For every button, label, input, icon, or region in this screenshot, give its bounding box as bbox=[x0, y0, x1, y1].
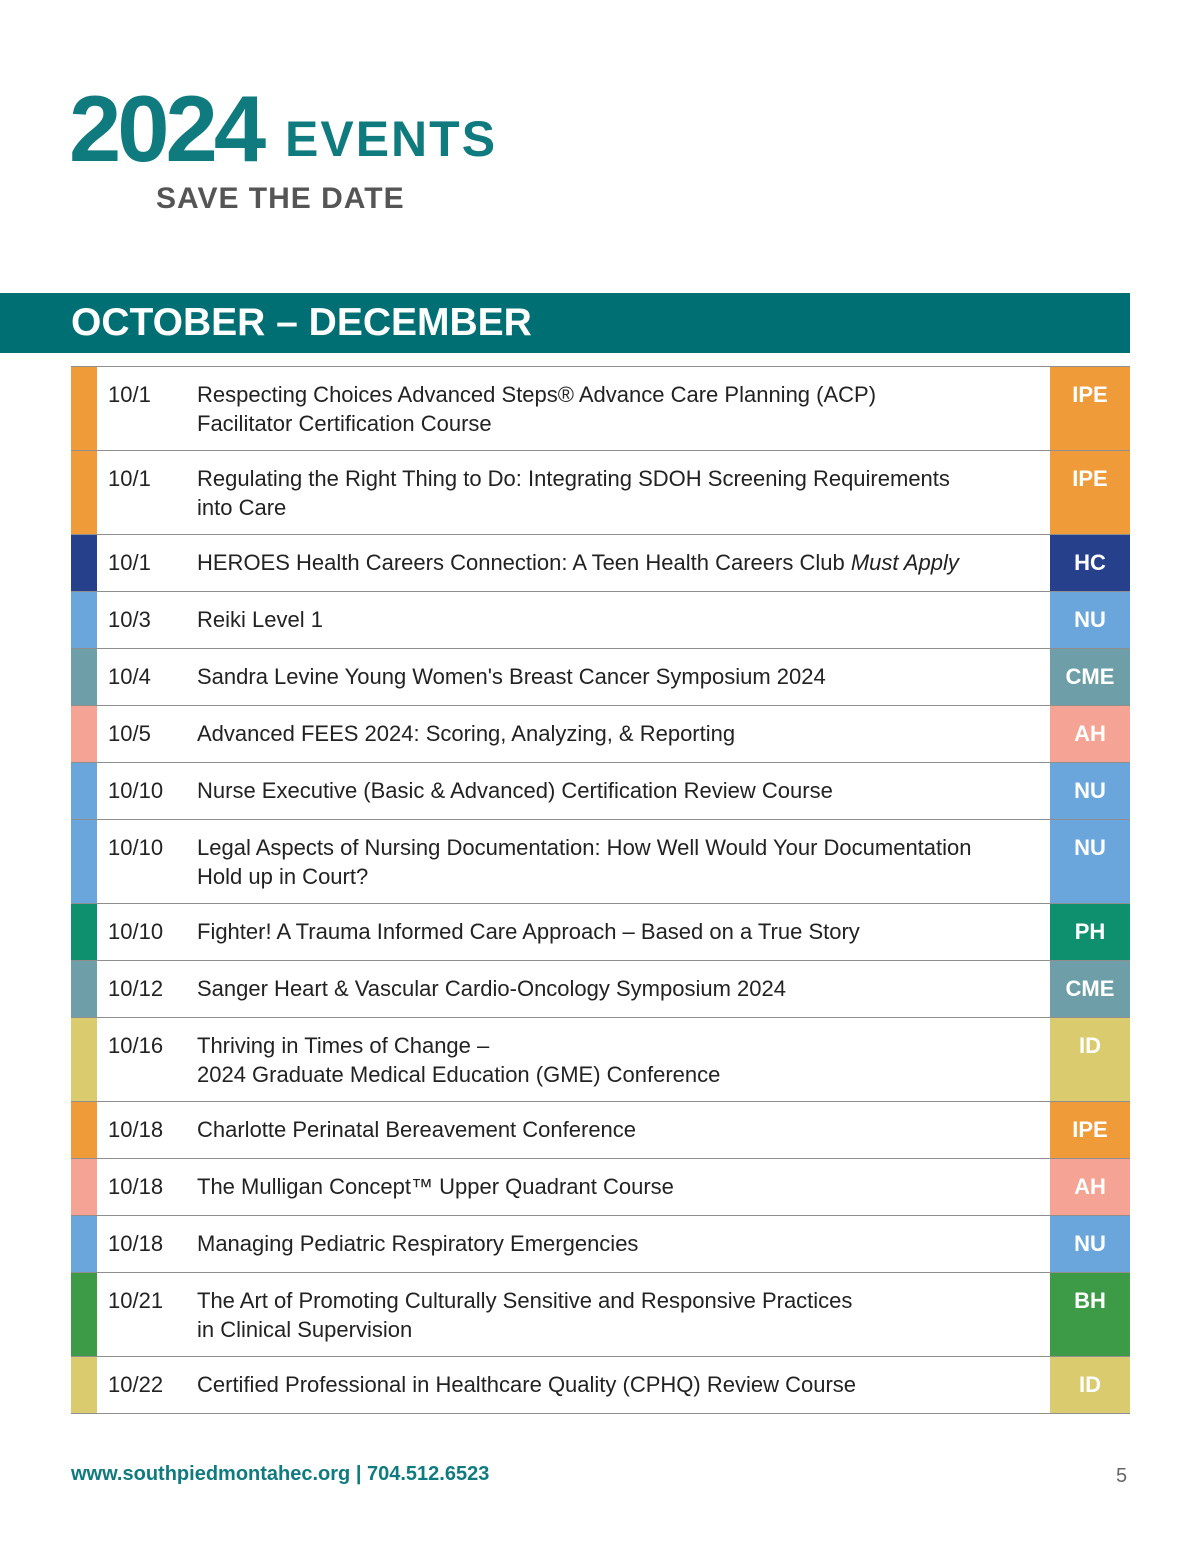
category-badge: HC bbox=[1050, 535, 1130, 591]
event-row bbox=[71, 763, 1130, 820]
category-badge: IPE bbox=[1050, 1102, 1130, 1158]
event-title-line: Respecting Choices Advanced Steps® Advance Care Planning (ACP) bbox=[197, 382, 877, 407]
category-badge: NU bbox=[1050, 592, 1130, 648]
event-title-text: HEROES Health Careers Connection: A Teen Health Careers Club bbox=[197, 550, 845, 575]
category-badge: ID bbox=[1050, 1018, 1130, 1101]
event-date: 10/10 bbox=[108, 778, 164, 803]
event-date: 10/18 bbox=[108, 1174, 164, 1199]
title-events: EVENTS bbox=[285, 111, 498, 167]
event-title-line bbox=[197, 548, 1037, 577]
category-badge: CME bbox=[1050, 649, 1130, 705]
event-row bbox=[71, 1102, 1130, 1159]
footer-contact[interactable]: www.southpiedmontahec.org | 704.512.6523 bbox=[71, 1463, 490, 1485]
event-title-line: Sanger Heart & Vascular Cardio-Oncology Symposium 2024 bbox=[197, 976, 786, 1001]
section-banner bbox=[0, 293, 1130, 353]
event-title-line: Charlotte Perinatal Bereavement Conference bbox=[197, 1117, 637, 1142]
event-row bbox=[71, 1018, 1130, 1102]
category-color-bar bbox=[71, 1273, 97, 1356]
category-color-bar bbox=[71, 1018, 97, 1101]
event-title bbox=[197, 776, 1037, 805]
event-title bbox=[197, 1031, 1037, 1089]
event-row bbox=[71, 1159, 1130, 1216]
event-title-line: Hold up in Court? bbox=[197, 864, 369, 889]
event-row bbox=[71, 451, 1130, 535]
category-color-bar bbox=[71, 1216, 97, 1272]
event-emphasis: Must Apply bbox=[850, 550, 959, 575]
event-title-line: Nurse Executive (Basic & Advanced) Certification Review Course bbox=[197, 778, 833, 803]
category-color-bar bbox=[71, 763, 97, 819]
category-color-bar bbox=[71, 1159, 97, 1215]
category-color-bar bbox=[71, 820, 97, 903]
category-badge: IPE bbox=[1050, 451, 1130, 534]
category-color-bar bbox=[71, 706, 97, 762]
category-color-bar bbox=[71, 535, 97, 591]
category-color-bar bbox=[71, 649, 97, 705]
category-badge: ID bbox=[1050, 1357, 1130, 1413]
event-row bbox=[71, 1357, 1130, 1414]
category-color-bar bbox=[71, 367, 97, 450]
event-row bbox=[71, 706, 1130, 763]
event-title bbox=[197, 974, 1037, 1003]
event-row bbox=[71, 1216, 1130, 1273]
category-color-bar bbox=[71, 1357, 97, 1413]
event-title-line: Reiki Level 1 bbox=[197, 607, 323, 632]
category-color-bar bbox=[71, 904, 97, 960]
event-row bbox=[71, 1273, 1130, 1357]
event-date: 10/10 bbox=[108, 919, 164, 944]
event-date: 10/3 bbox=[108, 607, 151, 632]
event-title-line: in Clinical Supervision bbox=[197, 1317, 413, 1342]
event-title bbox=[197, 1370, 1037, 1399]
category-badge: BH bbox=[1050, 1273, 1130, 1356]
event-title bbox=[197, 833, 1037, 891]
category-color-bar bbox=[71, 451, 97, 534]
event-row bbox=[71, 367, 1130, 451]
event-date: 10/1 bbox=[108, 382, 151, 407]
section-title: OCTOBER – DECEMBER bbox=[71, 301, 532, 344]
event-title bbox=[197, 917, 1037, 946]
event-title bbox=[197, 464, 1037, 522]
event-date: 10/21 bbox=[108, 1288, 164, 1313]
category-color-bar bbox=[71, 961, 97, 1017]
category-color-bar bbox=[71, 592, 97, 648]
event-title-line: The Mulligan Concept™ Upper Quadrant Course bbox=[197, 1174, 674, 1199]
event-title-line: Facilitator Certification Course bbox=[197, 411, 492, 436]
category-badge: AH bbox=[1050, 1159, 1130, 1215]
event-title-line: Fighter! A Trauma Informed Care Approach – Based on a True Story bbox=[197, 919, 860, 944]
subtitle: SAVE THE DATE bbox=[156, 182, 405, 215]
event-title-line: into Care bbox=[197, 495, 287, 520]
page-number: 5 bbox=[1116, 1465, 1128, 1487]
event-date: 10/10 bbox=[108, 835, 164, 860]
event-row bbox=[71, 961, 1130, 1018]
event-title bbox=[197, 719, 1037, 748]
event-title bbox=[197, 380, 1037, 438]
event-title-line: Managing Pediatric Respiratory Emergencies bbox=[197, 1231, 639, 1256]
event-title-line: Sandra Levine Young Women's Breast Cancer Symposium 2024 bbox=[197, 664, 826, 689]
events-list bbox=[71, 366, 1130, 1414]
event-title bbox=[197, 1286, 1037, 1344]
event-row bbox=[71, 592, 1130, 649]
event-title-line: Advanced FEES 2024: Scoring, Analyzing, & Reporting bbox=[197, 721, 736, 746]
event-title bbox=[197, 605, 1037, 634]
event-date: 10/12 bbox=[108, 976, 164, 1001]
category-badge: IPE bbox=[1050, 367, 1130, 450]
event-date: 10/18 bbox=[108, 1117, 164, 1142]
category-badge: NU bbox=[1050, 763, 1130, 819]
event-title bbox=[197, 1115, 1037, 1144]
event-row bbox=[71, 649, 1130, 706]
event-date: 10/22 bbox=[108, 1372, 164, 1397]
title-year: 2024 bbox=[69, 76, 263, 181]
event-row bbox=[71, 904, 1130, 961]
event-title-line: Certified Professional in Healthcare Quality (CPHQ) Review Course bbox=[197, 1372, 857, 1397]
event-title-line: 2024 Graduate Medical Education (GME) Conference bbox=[197, 1062, 721, 1087]
category-badge: NU bbox=[1050, 1216, 1130, 1272]
event-row bbox=[71, 820, 1130, 904]
category-badge: PH bbox=[1050, 904, 1130, 960]
event-row bbox=[71, 535, 1130, 592]
event-title-line: Thriving in Times of Change – bbox=[197, 1033, 490, 1058]
event-date: 10/4 bbox=[108, 664, 151, 689]
category-badge: NU bbox=[1050, 820, 1130, 903]
event-title bbox=[197, 1172, 1037, 1201]
event-title bbox=[197, 1229, 1037, 1258]
event-title bbox=[197, 548, 1037, 577]
event-title-line: Regulating the Right Thing to Do: Integrating SDOH Screening Requirements bbox=[197, 466, 950, 491]
event-date: 10/18 bbox=[108, 1231, 164, 1256]
category-badge: CME bbox=[1050, 961, 1130, 1017]
category-badge: AH bbox=[1050, 706, 1130, 762]
event-date: 10/1 bbox=[108, 550, 151, 575]
category-color-bar bbox=[71, 1102, 97, 1158]
event-date: 10/1 bbox=[108, 466, 151, 491]
event-date: 10/5 bbox=[108, 721, 151, 746]
event-title bbox=[197, 662, 1037, 691]
event-title-line: The Art of Promoting Culturally Sensitive and Responsive Practices bbox=[197, 1288, 853, 1313]
event-date: 10/16 bbox=[108, 1033, 164, 1058]
event-title-line: Legal Aspects of Nursing Documentation: How Well Would Your Documentation bbox=[197, 835, 972, 860]
